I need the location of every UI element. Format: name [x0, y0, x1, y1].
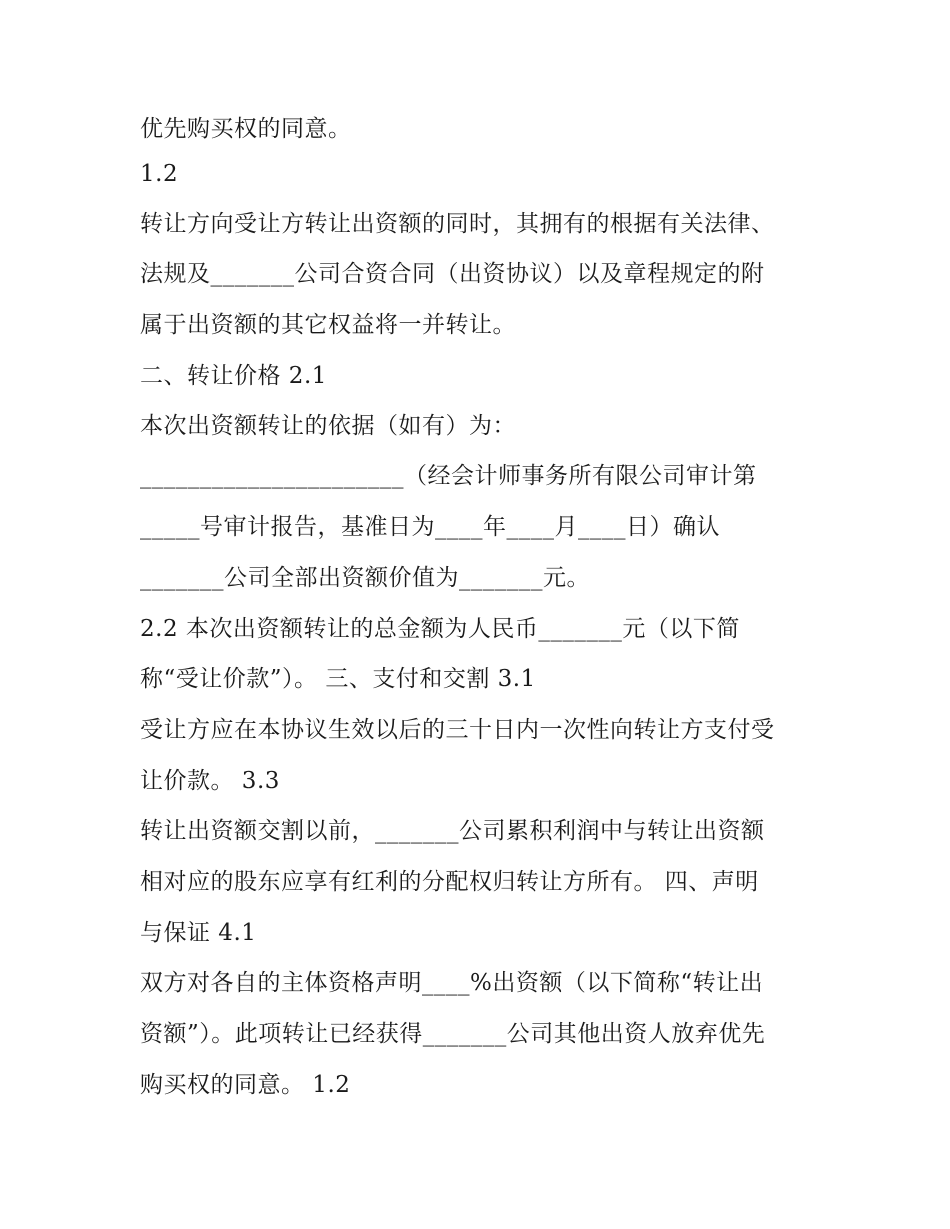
text-line: 相对应的股东应享有红利的分配权归转让方所有。 四、声明 [140, 869, 759, 895]
text-line: 转让方向受让方转让出资额的同时，其拥有的根据有关法律、 [140, 211, 775, 237]
text-line: 属于出资额的其它权益将一并转让。 [140, 312, 516, 338]
text-line: 让价款。 3.3 [140, 768, 280, 794]
section-heading: 二、转让价格 2.1 [140, 363, 327, 389]
text-line: 法规及_______公司合资合同（出资协议）以及章程规定的附 [140, 261, 765, 287]
text-line: _______公司全部出资额价值为_______元。 [140, 565, 590, 591]
text-line: 与保证 4.1 [140, 920, 257, 946]
text-line: ______________________（经会计师事务所有限公司审计第 [140, 463, 757, 489]
text-line: 受让方应在本协议生效以后的三十日内一次性向转让方支付受 [140, 717, 775, 743]
text-line: 资额”）。此项转让已经获得_______公司其他出资人放弃优先 [140, 1021, 766, 1047]
text-line: 优先购买权的同意。 [140, 116, 352, 142]
text-line: 双方对各自的主体资格声明____%出资额（以下简称“转让出 [140, 970, 764, 996]
text-line: 本次出资额转让的依据（如有）为： [140, 413, 516, 439]
text-line: 2.2 本次出资额转让的总金额为人民币_______元（以下简 [140, 616, 740, 642]
text-line: _____号审计报告，基准日为____年____月____日）确认 [140, 514, 720, 540]
text-line: 购买权的同意。 1.2 [140, 1072, 351, 1098]
text-line: 转让出资额交割以前，_______公司累积利润中与转让出资额 [140, 818, 765, 844]
text-line: 称“受让价款”）。 三、支付和交割 3.1 [140, 666, 536, 692]
text-line: 1.2 [140, 161, 179, 187]
